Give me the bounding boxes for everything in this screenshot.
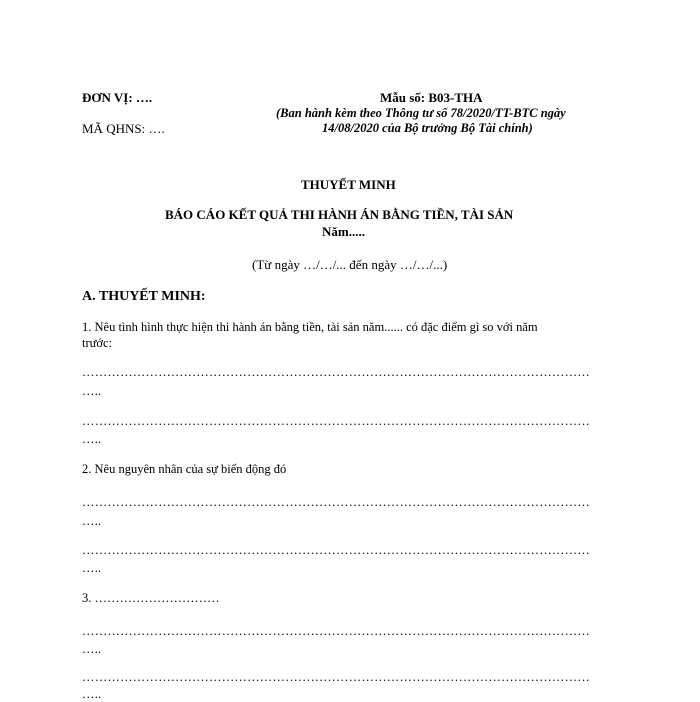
report-title: BÁO CÁO KẾT QUẢ THI HÀNH ÁN BẰNG TIỀN, TÀI SẢN bbox=[165, 207, 514, 222]
item-2: 2. Nêu nguyên nhân của sự biến động đó bbox=[82, 462, 287, 476]
answer-dot-line: ………………………………………………………………………………………………………… bbox=[82, 543, 590, 557]
issued-line-1: (Ban hành kèm theo Thông tư số 78/2020/TT-BTC ngày bbox=[276, 106, 566, 120]
answer-dot-tail: ….. bbox=[82, 384, 102, 398]
form-number: Mẫu số: B03-THA bbox=[380, 90, 483, 105]
answer-dot-line: ………………………………………………………………………………………………………… bbox=[82, 414, 590, 428]
section-a-title: A. THUYẾT MINH: bbox=[82, 289, 206, 304]
answer-dot-tail: ….. bbox=[82, 432, 102, 446]
answer-dot-line: ………………………………………………………………………………………………………… bbox=[82, 624, 590, 638]
answer-dot-tail: ….. bbox=[82, 561, 102, 575]
answer-dot-line: ………………………………………………………………………………………………………… bbox=[82, 670, 590, 684]
answer-dot-line: ………………………………………………………………………………………………………… bbox=[82, 365, 590, 379]
answer-dot-tail: ….. bbox=[82, 687, 102, 701]
item-1-line-1: 1. Nêu tình hình thực hiện thi hành án bằng tiền, tài sản năm...... có đặc điểm gì so với năm bbox=[82, 320, 538, 334]
unit-label: ĐƠN VỊ: …. bbox=[82, 90, 153, 105]
answer-dot-tail: ….. bbox=[82, 514, 102, 528]
issued-line-2: 14/08/2020 của Bộ trưởng Bộ Tài chính) bbox=[322, 121, 533, 135]
report-period: (Từ ngày …/…/... đến ngày …/…/...) bbox=[252, 257, 448, 272]
item-3: 3. ………………………… bbox=[82, 591, 220, 605]
report-year: Năm..... bbox=[322, 224, 365, 239]
qhns-label: MÃ QHNS: …. bbox=[82, 121, 165, 136]
answer-dot-line: ………………………………………………………………………………………………………… bbox=[82, 495, 590, 509]
doc-heading: THUYẾT MINH bbox=[301, 177, 396, 192]
item-1-line-2: trước: bbox=[82, 336, 113, 350]
answer-dot-tail: ….. bbox=[82, 642, 102, 656]
